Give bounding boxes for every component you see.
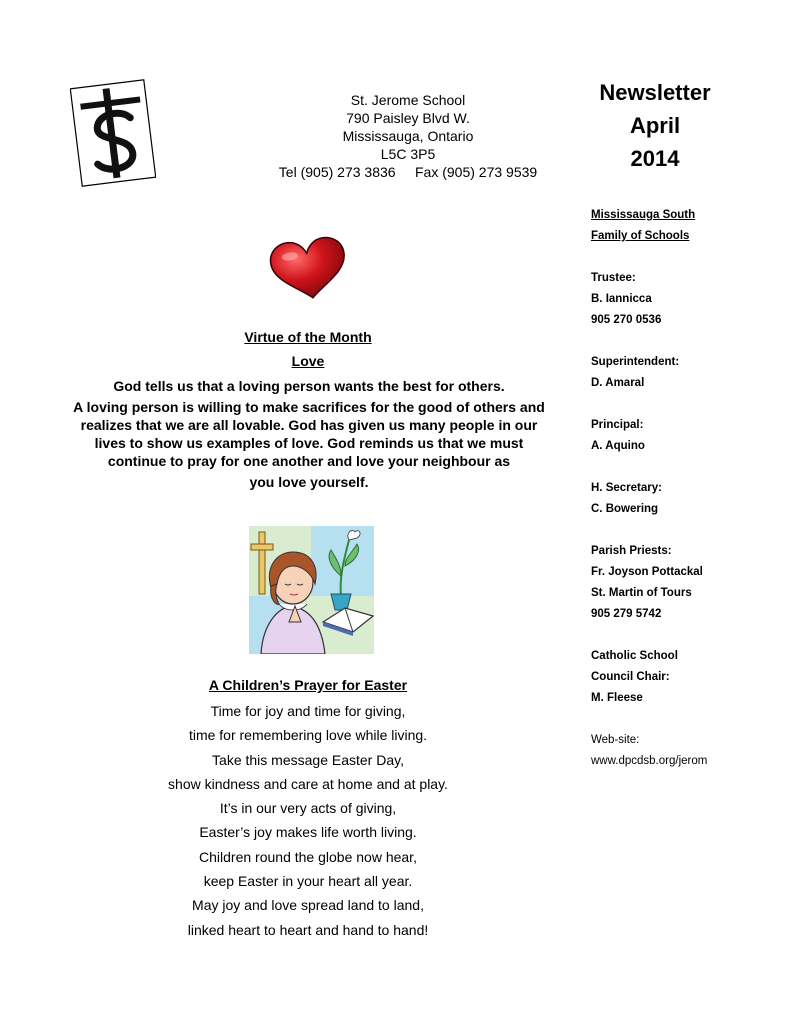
- prayer-line: time for remembering love while living.: [188, 727, 428, 744]
- secretary-name: C. Bowering: [591, 503, 659, 515]
- title-month: April: [629, 113, 681, 138]
- council-label-1: Catholic School: [591, 650, 678, 662]
- school-header: [262, 91, 554, 181]
- trustee-label: Trustee:: [591, 272, 636, 284]
- website-link[interactable]: www.dpcdsb.org/jerom: [591, 755, 708, 767]
- virtue-heading: Virtue of the Month: [244, 329, 372, 345]
- family-line2: Family of Schools: [591, 230, 690, 242]
- title-year: 2014: [630, 146, 680, 171]
- principal-name: A. Aquino: [591, 440, 645, 452]
- newsletter-title: [585, 76, 725, 175]
- prayer-heading: A Children’s Prayer for Easter: [208, 677, 408, 693]
- parish-name: St. Martin of Tours: [591, 587, 692, 599]
- school-postal: L5C 3P5: [380, 146, 436, 162]
- school-address: 790 Paisley Blvd W.: [346, 110, 470, 126]
- virtue-para-2: A loving person is willing to make sacrifices for the good of others and realizes that we are all lovable. God has given us many people in our lives to show us examples of love. God reminds us that we must continue to pray for one another and love your neighbour as: [73, 399, 545, 469]
- trustee-name: B. Iannicca: [591, 293, 652, 305]
- school-name: St. Jerome School: [350, 92, 466, 108]
- title-newsletter: Newsletter: [599, 80, 711, 105]
- prayer-line: Take this message Easter Day,: [212, 751, 404, 768]
- superintendent-label: Superintendent:: [591, 356, 680, 368]
- family-line1: Mississauga South: [591, 209, 696, 221]
- heart-icon: [266, 236, 352, 304]
- school-logo: [70, 78, 156, 188]
- secretary-label: H. Secretary:: [591, 482, 662, 494]
- school-city: Mississauga, Ontario: [342, 128, 474, 144]
- virtue-para-1: God tells us that a loving person wants the best for others.: [113, 378, 505, 394]
- parish-phone: 905 279 5742: [591, 608, 662, 620]
- virtue-word: Love: [291, 353, 325, 369]
- cross-logo-icon: [70, 78, 156, 188]
- priest-name: Fr. Joyson Pottackal: [591, 566, 703, 578]
- superintendent-name: D. Amaral: [591, 377, 645, 389]
- prayer-line: keep Easter in your heart all year.: [203, 873, 413, 890]
- contact-sidebar: [591, 205, 786, 772]
- council-name: M. Fleese: [591, 692, 643, 704]
- prayer-line: It’s in our very acts of giving,: [219, 800, 397, 817]
- website-label: Web-site:: [591, 734, 640, 746]
- prayer-line: Children round the globe now hear,: [199, 848, 417, 865]
- prayer-line: Easter’s joy makes life worth living.: [199, 824, 417, 841]
- prayer-text: [68, 702, 548, 945]
- priests-label: Parish Priests:: [591, 545, 672, 557]
- prayer-line: show kindness and care at home and at play.: [168, 775, 448, 792]
- praying-child-clipart: [249, 526, 374, 654]
- council-label-2: Council Chair:: [591, 671, 670, 683]
- school-phone-fax: Tel (905) 273 3836 Fax (905) 273 9539: [278, 164, 538, 180]
- trustee-phone: 905 270 0536: [591, 314, 662, 326]
- virtue-para-2-end: you love yourself.: [249, 474, 369, 490]
- prayer-line: linked heart to heart and hand to hand!: [187, 921, 429, 938]
- prayer-line: May joy and love spread land to land,: [192, 897, 424, 914]
- virtue-text: [66, 377, 552, 491]
- principal-label: Principal:: [591, 419, 644, 431]
- prayer-line: Time for joy and time for giving,: [210, 703, 406, 719]
